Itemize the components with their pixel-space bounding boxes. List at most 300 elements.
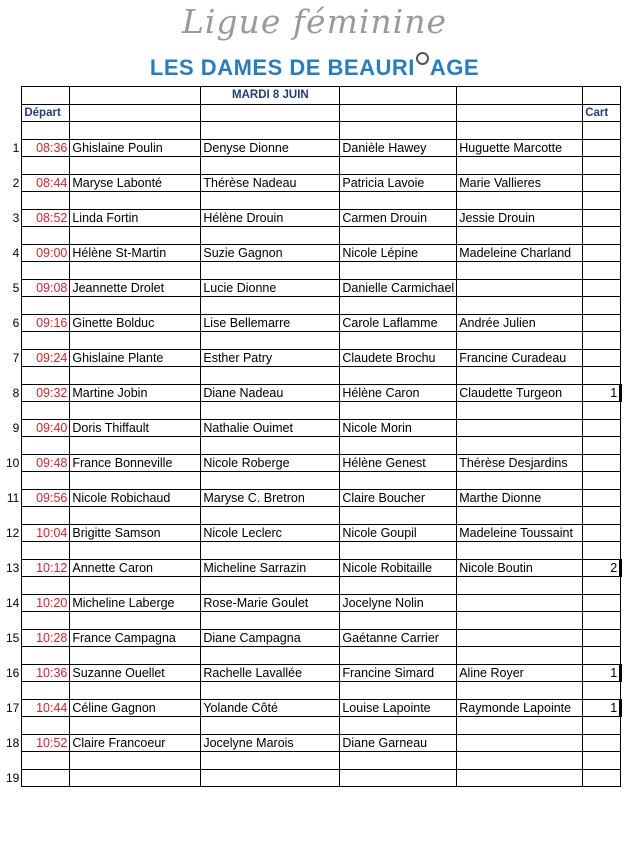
logo-main-part1: LES DAMES DE BEAURI bbox=[149, 55, 415, 80]
row-number: 13 bbox=[6, 560, 20, 575]
row-number: 10 bbox=[6, 455, 20, 470]
cart-count bbox=[583, 174, 621, 192]
spacer-cell bbox=[457, 227, 583, 245]
player-name: Yolande Côté bbox=[201, 699, 340, 717]
spacer-row bbox=[4, 507, 621, 525]
spacer-cell bbox=[201, 682, 340, 700]
tee-time: 10:28 bbox=[22, 629, 70, 647]
spacer-cell bbox=[22, 332, 70, 350]
player-name: Danièle Hawey bbox=[340, 139, 457, 157]
spacer-cell bbox=[201, 542, 340, 560]
spacer-cell bbox=[4, 367, 22, 385]
table-row bbox=[4, 664, 621, 682]
spacer-cell bbox=[22, 367, 70, 385]
player-name: Rose-Marie Goulet bbox=[201, 594, 340, 612]
row-number: 4 bbox=[12, 245, 20, 260]
player-name: Francine Curadeau bbox=[457, 349, 583, 367]
spacer-cell bbox=[340, 507, 457, 525]
player-name: Louise Lapointe bbox=[340, 699, 457, 717]
cart-count bbox=[583, 209, 621, 227]
spacer-cell bbox=[340, 682, 457, 700]
spacer-row bbox=[4, 157, 621, 175]
spacer-cell bbox=[22, 682, 70, 700]
spacer-row bbox=[4, 682, 621, 700]
player-name: Suzanne Ouellet bbox=[70, 664, 201, 682]
tee-time: 09:40 bbox=[22, 419, 70, 437]
player-name: Diane Nadeau bbox=[201, 384, 340, 402]
spacer-cell bbox=[22, 647, 70, 665]
spacer-cell bbox=[583, 192, 621, 210]
spacer-cell bbox=[4, 157, 22, 175]
spacer-cell bbox=[70, 752, 201, 770]
spacer-cell bbox=[583, 577, 621, 595]
spacer-row bbox=[4, 647, 621, 665]
player-name: Nicole Robitaille bbox=[340, 559, 457, 577]
spacer-cell bbox=[457, 157, 583, 175]
player-name: Huguette Marcotte bbox=[457, 139, 583, 157]
cart-count bbox=[583, 734, 621, 752]
header-cell bbox=[22, 87, 70, 105]
header-cell bbox=[340, 87, 457, 105]
spacer-cell bbox=[340, 647, 457, 665]
spacer-cell bbox=[583, 647, 621, 665]
spacer-cell bbox=[201, 122, 340, 140]
table-row bbox=[4, 419, 621, 437]
player-name: Claire Francoeur bbox=[70, 734, 201, 752]
player-name: Claudette Turgeon bbox=[457, 384, 583, 402]
spacer-cell bbox=[340, 542, 457, 560]
spacer-cell bbox=[583, 297, 621, 315]
spacer-row bbox=[4, 717, 621, 735]
player-name: Maryse Labonté bbox=[70, 174, 201, 192]
player-name: Nicole Robichaud bbox=[70, 489, 201, 507]
player-name: Rachelle Lavallée bbox=[201, 664, 340, 682]
spacer-cell bbox=[22, 577, 70, 595]
cart-count bbox=[583, 594, 621, 612]
cart-count: 1 bbox=[583, 699, 621, 717]
depart-column-header: Départ bbox=[22, 104, 70, 122]
player-name: Carole Laflamme bbox=[340, 314, 457, 332]
spacer-row bbox=[4, 402, 621, 420]
spacer-cell bbox=[340, 122, 457, 140]
header-row-date bbox=[4, 87, 621, 105]
player-name: Annette Caron bbox=[70, 559, 201, 577]
player-name: Hélène St-Martin bbox=[70, 244, 201, 262]
cart-count bbox=[583, 279, 621, 297]
spacer-row bbox=[4, 577, 621, 595]
player-name: Claudete Brochu bbox=[340, 349, 457, 367]
spacer-cell bbox=[70, 612, 201, 630]
spacer-cell bbox=[340, 717, 457, 735]
table-row bbox=[4, 384, 621, 402]
spacer-cell bbox=[22, 192, 70, 210]
table-row bbox=[4, 174, 621, 192]
player-name: Lise Bellemarre bbox=[201, 314, 340, 332]
spacer-cell bbox=[4, 507, 22, 525]
row-number: 15 bbox=[6, 630, 20, 645]
row-number: 11 bbox=[6, 490, 20, 505]
spacer-cell bbox=[4, 647, 22, 665]
cart-count bbox=[583, 769, 621, 787]
spacer-cell bbox=[22, 122, 70, 140]
spacer-cell bbox=[201, 402, 340, 420]
header-cell bbox=[340, 104, 457, 122]
spacer-cell bbox=[4, 717, 22, 735]
spacer-cell bbox=[22, 752, 70, 770]
spacer-cell bbox=[340, 612, 457, 630]
player-name: Marie Vallieres bbox=[457, 174, 583, 192]
spacer-cell bbox=[70, 332, 201, 350]
spacer-cell bbox=[457, 192, 583, 210]
row-number: 12 bbox=[6, 525, 20, 540]
spacer-cell bbox=[201, 752, 340, 770]
player-name: Doris Thiffault bbox=[70, 419, 201, 437]
spacer-cell bbox=[70, 227, 201, 245]
spacer-cell bbox=[22, 157, 70, 175]
spacer-cell bbox=[457, 472, 583, 490]
spacer-cell bbox=[201, 647, 340, 665]
spacer-cell bbox=[22, 402, 70, 420]
player-name bbox=[457, 279, 583, 297]
player-name bbox=[70, 769, 201, 787]
row-number: 14 bbox=[6, 595, 20, 610]
spacer-cell bbox=[4, 542, 22, 560]
row-number: 18 bbox=[6, 735, 20, 750]
player-name: Martine Jobin bbox=[70, 384, 201, 402]
player-name: Micheline Laberge bbox=[70, 594, 201, 612]
player-name: Thérèse Desjardins bbox=[457, 454, 583, 472]
row-number: 1 bbox=[12, 140, 20, 155]
spacer-cell bbox=[4, 262, 22, 280]
spacer-cell bbox=[340, 752, 457, 770]
cart-column-header: Cart bbox=[583, 104, 621, 122]
player-name: Claire Boucher bbox=[340, 489, 457, 507]
tee-time: 09:32 bbox=[22, 384, 70, 402]
spacer-cell bbox=[201, 437, 340, 455]
player-name: Lucie Dionne bbox=[201, 279, 340, 297]
tee-time: 10:44 bbox=[22, 699, 70, 717]
spacer-cell bbox=[70, 192, 201, 210]
spacer-cell bbox=[70, 647, 201, 665]
header-cell bbox=[201, 104, 340, 122]
table-row bbox=[4, 244, 621, 262]
spacer-row bbox=[4, 752, 621, 770]
player-name: Danielle Carmichael bbox=[340, 279, 457, 297]
spacer-cell bbox=[201, 332, 340, 350]
player-name: Madeleine Charland bbox=[457, 244, 583, 262]
table-row bbox=[4, 524, 621, 542]
spacer-row bbox=[4, 122, 621, 140]
cart-count: 1 bbox=[583, 384, 621, 402]
player-name: Patricia Lavoie bbox=[340, 174, 457, 192]
header-row-labels bbox=[4, 104, 621, 122]
spacer-cell bbox=[457, 507, 583, 525]
cart-count bbox=[583, 139, 621, 157]
tee-time: 09:08 bbox=[22, 279, 70, 297]
player-name: Andrée Julien bbox=[457, 314, 583, 332]
player-name: Aline Royer bbox=[457, 664, 583, 682]
spacer-cell bbox=[201, 717, 340, 735]
row-number: 8 bbox=[12, 385, 20, 400]
spacer-cell bbox=[583, 157, 621, 175]
spacer-cell bbox=[583, 122, 621, 140]
spacer-cell bbox=[70, 507, 201, 525]
row-number: 2 bbox=[12, 175, 20, 190]
spacer-cell bbox=[583, 542, 621, 560]
spacer-row bbox=[4, 262, 621, 280]
tee-time: 09:00 bbox=[22, 244, 70, 262]
header-cell bbox=[70, 87, 201, 105]
spacer-cell bbox=[340, 472, 457, 490]
spacer-cell bbox=[201, 577, 340, 595]
spacer-cell bbox=[4, 752, 22, 770]
spacer-cell bbox=[340, 577, 457, 595]
cart-count bbox=[583, 524, 621, 542]
player-name: Suzie Gagnon bbox=[201, 244, 340, 262]
row-number: 3 bbox=[12, 210, 20, 225]
player-name bbox=[457, 629, 583, 647]
spacer-cell bbox=[4, 402, 22, 420]
header-cell bbox=[457, 87, 583, 105]
spacer-cell bbox=[583, 717, 621, 735]
player-name: Gaétanne Carrier bbox=[340, 629, 457, 647]
player-name: Nicole Lépine bbox=[340, 244, 457, 262]
spacer-row bbox=[4, 192, 621, 210]
row-number: 17 bbox=[6, 700, 20, 715]
cart-count bbox=[583, 349, 621, 367]
spacer-cell bbox=[70, 472, 201, 490]
spacer-cell bbox=[457, 297, 583, 315]
player-name: Ghislaine Plante bbox=[70, 349, 201, 367]
player-name: Maryse C. Bretron bbox=[201, 489, 340, 507]
spacer-cell bbox=[457, 437, 583, 455]
tee-time: 10:52 bbox=[22, 734, 70, 752]
spacer-row bbox=[4, 227, 621, 245]
spacer-cell bbox=[457, 332, 583, 350]
row-number: 6 bbox=[12, 315, 20, 330]
tee-time: 08:44 bbox=[22, 174, 70, 192]
spacer-cell bbox=[201, 227, 340, 245]
spacer-cell bbox=[583, 752, 621, 770]
spacer-cell bbox=[70, 542, 201, 560]
spacer-cell bbox=[70, 367, 201, 385]
tee-time: 09:24 bbox=[22, 349, 70, 367]
spacer-cell bbox=[201, 262, 340, 280]
spacer-cell bbox=[4, 297, 22, 315]
spacer-row bbox=[4, 472, 621, 490]
spacer-cell bbox=[583, 682, 621, 700]
cart-count: 2 bbox=[583, 559, 621, 577]
tee-time-table bbox=[4, 86, 622, 787]
spacer-cell bbox=[4, 227, 22, 245]
spacer-cell bbox=[4, 577, 22, 595]
spacer-cell bbox=[457, 577, 583, 595]
player-name: Jessie Drouin bbox=[457, 209, 583, 227]
tee-time: 10:36 bbox=[22, 664, 70, 682]
player-name: Ginette Bolduc bbox=[70, 314, 201, 332]
player-name: Francine Simard bbox=[340, 664, 457, 682]
player-name: Nathalie Ouimet bbox=[201, 419, 340, 437]
logo-main-title bbox=[0, 52, 629, 81]
player-name bbox=[457, 769, 583, 787]
spacer-cell bbox=[583, 227, 621, 245]
table-row bbox=[4, 454, 621, 472]
spacer-row bbox=[4, 297, 621, 315]
cart-count bbox=[583, 314, 621, 332]
player-name: Nicole Morin bbox=[340, 419, 457, 437]
spacer-cell bbox=[583, 437, 621, 455]
table-row bbox=[4, 279, 621, 297]
spacer-cell bbox=[583, 262, 621, 280]
spacer-cell bbox=[22, 262, 70, 280]
player-name bbox=[457, 734, 583, 752]
spacer-cell bbox=[201, 472, 340, 490]
player-name: France Bonneville bbox=[70, 454, 201, 472]
player-name: Thérèse Nadeau bbox=[201, 174, 340, 192]
spacer-cell bbox=[22, 297, 70, 315]
spacer-row bbox=[4, 612, 621, 630]
spacer-cell bbox=[583, 472, 621, 490]
spacer-cell bbox=[4, 332, 22, 350]
spacer-cell bbox=[4, 472, 22, 490]
spacer-cell bbox=[22, 437, 70, 455]
table-row bbox=[4, 769, 621, 787]
spacer-cell bbox=[4, 122, 22, 140]
player-name bbox=[457, 419, 583, 437]
spacer-cell bbox=[4, 612, 22, 630]
logo-script-title: Ligue féminine bbox=[181, 2, 448, 41]
spacer-cell bbox=[22, 507, 70, 525]
spacer-row bbox=[4, 437, 621, 455]
spacer-cell bbox=[70, 402, 201, 420]
golf-ball-tee-icon bbox=[416, 52, 429, 65]
spacer-cell bbox=[22, 472, 70, 490]
spacer-cell bbox=[457, 122, 583, 140]
header-cell bbox=[70, 104, 201, 122]
spacer-cell bbox=[340, 367, 457, 385]
row-number-blank bbox=[4, 104, 22, 122]
header-cell bbox=[457, 104, 583, 122]
table-row bbox=[4, 594, 621, 612]
player-name: Diane Garneau bbox=[340, 734, 457, 752]
player-name bbox=[457, 594, 583, 612]
spacer-cell bbox=[340, 262, 457, 280]
player-name: Jocelyne Marois bbox=[201, 734, 340, 752]
cart-count bbox=[583, 454, 621, 472]
spacer-cell bbox=[201, 507, 340, 525]
player-name: Raymonde Lapointe bbox=[457, 699, 583, 717]
spacer-cell bbox=[583, 402, 621, 420]
spacer-cell bbox=[70, 297, 201, 315]
spacer-row bbox=[4, 367, 621, 385]
player-name: Nicole Goupil bbox=[340, 524, 457, 542]
spacer-row bbox=[4, 542, 621, 560]
player-name: Esther Patry bbox=[201, 349, 340, 367]
spacer-cell bbox=[457, 262, 583, 280]
player-name: Denyse Dionne bbox=[201, 139, 340, 157]
player-name: Nicole Leclerc bbox=[201, 524, 340, 542]
player-name: Hélène Drouin bbox=[201, 209, 340, 227]
spacer-cell bbox=[457, 682, 583, 700]
table-row bbox=[4, 314, 621, 332]
spacer-cell bbox=[583, 367, 621, 385]
player-name: Nicole Roberge bbox=[201, 454, 340, 472]
table-row bbox=[4, 629, 621, 647]
spacer-cell bbox=[340, 227, 457, 245]
spacer-cell bbox=[22, 717, 70, 735]
spacer-cell bbox=[201, 367, 340, 385]
row-number: 7 bbox=[12, 350, 20, 365]
spacer-cell bbox=[457, 402, 583, 420]
player-name: Hélène Genest bbox=[340, 454, 457, 472]
player-name: Ghislaine Poulin bbox=[70, 139, 201, 157]
spacer-cell bbox=[70, 122, 201, 140]
row-number: 16 bbox=[6, 665, 20, 680]
tee-time: 10:04 bbox=[22, 524, 70, 542]
spacer-cell bbox=[70, 262, 201, 280]
spacer-cell bbox=[22, 542, 70, 560]
row-number: 5 bbox=[12, 280, 20, 295]
player-name: Hélène Caron bbox=[340, 384, 457, 402]
player-name: Madeleine Toussaint bbox=[457, 524, 583, 542]
table-row bbox=[4, 489, 621, 507]
tee-time: 09:16 bbox=[22, 314, 70, 332]
table-row bbox=[4, 734, 621, 752]
spacer-cell bbox=[70, 717, 201, 735]
spacer-cell bbox=[457, 542, 583, 560]
spacer-cell bbox=[457, 752, 583, 770]
table-row bbox=[4, 559, 621, 577]
spacer-cell bbox=[340, 437, 457, 455]
player-name: Céline Gagnon bbox=[70, 699, 201, 717]
player-name: Micheline Sarrazin bbox=[201, 559, 340, 577]
spacer-cell bbox=[583, 507, 621, 525]
spacer-cell bbox=[22, 227, 70, 245]
player-name: Jeannette Drolet bbox=[70, 279, 201, 297]
table-row bbox=[4, 139, 621, 157]
table-body bbox=[4, 87, 621, 787]
league-logo bbox=[0, 0, 629, 86]
player-name: Nicole Boutin bbox=[457, 559, 583, 577]
spacer-cell bbox=[340, 402, 457, 420]
player-name: Diane Campagna bbox=[201, 629, 340, 647]
spacer-cell bbox=[70, 437, 201, 455]
spacer-cell bbox=[4, 437, 22, 455]
spacer-cell bbox=[22, 612, 70, 630]
spacer-cell bbox=[583, 612, 621, 630]
tee-time: 10:20 bbox=[22, 594, 70, 612]
logo-main-part2: AGE bbox=[429, 55, 480, 80]
header-cell bbox=[583, 87, 621, 105]
row-number-blank bbox=[4, 87, 22, 105]
spacer-cell bbox=[457, 647, 583, 665]
spacer-cell bbox=[457, 612, 583, 630]
cart-count bbox=[583, 244, 621, 262]
player-name bbox=[340, 769, 457, 787]
cart-count: 1 bbox=[583, 664, 621, 682]
player-name: Linda Fortin bbox=[70, 209, 201, 227]
row-number: 9 bbox=[12, 420, 20, 435]
spacer-cell bbox=[340, 297, 457, 315]
player-name: Brigitte Samson bbox=[70, 524, 201, 542]
table-row bbox=[4, 699, 621, 717]
spacer-cell bbox=[201, 297, 340, 315]
player-name: France Campagna bbox=[70, 629, 201, 647]
spacer-cell bbox=[70, 682, 201, 700]
tee-time: 10:12 bbox=[22, 559, 70, 577]
spacer-cell bbox=[201, 612, 340, 630]
spacer-cell bbox=[583, 332, 621, 350]
